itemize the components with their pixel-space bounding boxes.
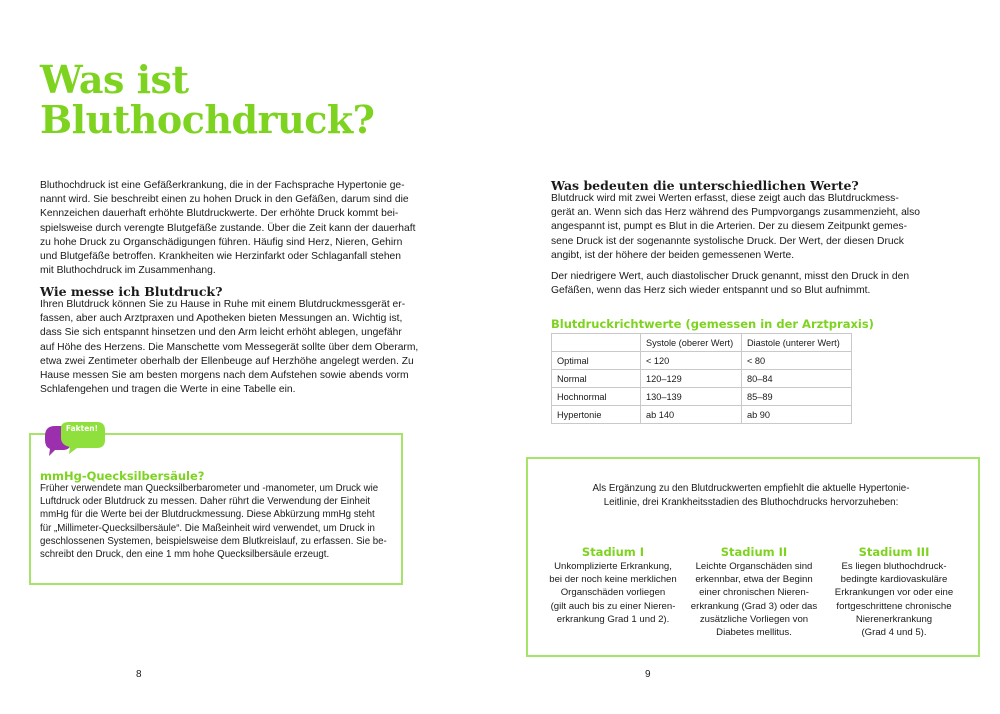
table-cell: 120–129 [641,370,742,388]
text-line: angibt, ist der höhere der beiden gemessenen Werte. [551,249,795,261]
text-line: Gefäßen, wenn das Herz sich wieder entspannt und so Blut aufnimmt. [551,285,871,297]
table-header-row [552,334,852,352]
text-line: Kennzeichen dauerhaft erhöhte Blutdruckwerte. Der erhöhte Druck kommt bei- [40,208,399,220]
stage-2 [679,545,829,639]
text-line: für „Millimeter-Quecksilbersäule“. Die Maßeinheit wird verwendet, um Druck in [40,522,375,534]
stage-title: Stadium III [858,545,930,559]
text-line: schreibt den Druck, den eine 1 mm hohe Quecksilbersäule erzeugt. [40,549,330,561]
text-line: etwa zwei Zentimeter oberhalb der Ellenbeuge auf Herzhöhe angelegt werden. Zu [40,355,414,367]
stage-title: Stadium I [581,545,645,559]
table-cell: Optimal [552,352,641,370]
text-line: Schlafengehen und tragen die Werte in eine Tabelle ein. [40,384,296,396]
table-cell: ab 140 [641,406,742,424]
stage-3 [819,545,969,639]
facts-paragraph [40,482,390,561]
intro-paragraph [40,179,440,278]
page-title-line-1: Was ist [40,57,189,102]
stage-line: einer chronischen Nieren- [699,587,809,599]
text-line: sene Druck ist der sogenannte systolische Druck. Der Wert, der diesen Druck [551,235,904,247]
table-header-cell: Diastole (unterer Wert) [742,334,852,352]
table-cell: 85–89 [742,388,852,406]
text-line: Leitlinie, drei Krankheitsstadien des Bluthochdrucks hervorzuheben: [603,496,899,508]
text-line: gerät an. Wenn sich das Herz während des Pumpvorgangs zusammenzieht, also [551,207,920,219]
text-line: spielsweise durch verengte Blutgefäße zustande. Über die Zeit kann der dauerhaft [40,222,416,234]
table-cell: ab 90 [742,406,852,424]
stage-line: zusätzliche Vorliegen von [699,613,809,625]
diastolic-paragraph [551,270,951,298]
facts-badge: Fakten! [65,424,99,433]
table-row [552,370,852,388]
page-number-left: 8 [136,669,142,680]
values-heading: Was bedeuten die unterschiedlichen Werte? [551,178,859,193]
table-header-cell [552,334,641,352]
table-cell: < 80 [742,352,852,370]
stage-line: bedingte kardiovaskuläre [840,574,948,586]
measure-heading: Wie messe ich Blutdruck? [40,284,223,299]
text-line: Luftdruck oder Blutdruck zu messen. Daher rührt die Verwendung der Einheit [40,496,371,508]
stage-line: Leichte Organschäden sind [695,561,813,572]
page-title [40,57,440,142]
stage-title: Stadium II [720,545,788,559]
table-cell: Hypertonie [552,406,641,424]
table-title: Blutdruckrichtwerte (gemessen in der Arztpraxis) [551,317,874,331]
stage-line: (Grad 4 und 5). [861,627,927,639]
text-line: Blutdruck wird mit zwei Werten erfasst, diese zeigt auch das Blutdruckmess- [551,193,899,204]
text-line: nannt wird. Sie beschreibt einen zu hohen Druck in den Gefäßen, darum sind die [40,194,409,206]
stages-intro [551,482,951,509]
table-cell: Normal [552,370,641,388]
text-line: geschlossenen Systemen, beispielsweise dem Blutkreislauf, zu erfassen. Sie be- [40,535,387,547]
table-cell: < 120 [641,352,742,370]
text-line: angespannt ist, pumpt es Blut in die Arterien. Der zu diesem Zeitpunkt gemes- [551,221,907,233]
values-paragraph [551,192,951,263]
text-line: mit Bluthochdruck im Zusammenhang. [40,265,216,277]
stage-1 [538,545,688,626]
page-title-line-2: Bluthochdruck? [40,97,375,142]
stage-line: Unkomplizierte Erkrankung, [554,561,672,572]
text-line: Bluthochdruck ist eine Gefäßerkrankung, die in der Fachsprache Hypertonie ge- [40,180,405,191]
stage-line: Organschäden vorliegen [560,587,666,599]
stage-line: Diabetes mellitus. [716,627,792,639]
text-line: dass Sie sich entspannt hinsetzen und den Arm leicht erhöht ablegen, ungefähr [40,327,402,339]
measure-paragraph [40,298,440,397]
text-line: Der niedrigere Wert, auch diastolischer Druck genannt, misst den Druck in den [551,271,910,282]
table-row [552,352,852,370]
page-number-right: 9 [645,669,651,680]
stage-line: Erkrankungen vor oder eine [834,587,954,599]
table-row [552,388,852,406]
table-cell: Hochnormal [552,388,641,406]
text-line: mmHg für die Werte bei der Blutdruckmessung. Diese Abkürzung mmHg steht [40,509,375,521]
text-line: Als Ergänzung zu den Blutdruckwerten empfiehlt die aktuelle Hypertonie- [592,483,910,494]
text-line: und Blutgefäße betroffen. Krankheiten wie Herzinfarkt oder Schlaganfall stehen [40,251,401,263]
stage-line: (gilt auch bis zu einer Nieren- [550,600,676,612]
stage-line: erkrankung (Grad 3) oder das [690,600,818,612]
text-line: Hause messen Sie am besten morgens nach dem Aufstehen sowie abends vorm [40,370,409,382]
stage-line: fortgeschrittene chronische [836,600,952,612]
bp-table [551,333,852,424]
text-line: zu hohe Druck zu Organschädigungen führen. Häufig sind Herz, Nieren, Gehirn [40,236,403,248]
stage-line: bei der noch keine merklichen [549,574,677,586]
text-line: fassen, aber auch Arztpraxen und Apotheken bieten Messungen an. Wichtig ist, [40,313,403,325]
facts-heading: mmHg-Quecksilbersäule? [40,469,205,483]
stage-line: erkrankung Grad 1 und 2). [556,613,670,625]
stage-line: Es liegen bluthochdruck- [841,561,947,572]
text-line: auf Höhe des Herzens. Die Manschette vom Messegerät sollte über dem Oberarm, [40,341,419,353]
table-header-cell: Systole (oberer Wert) [641,334,742,352]
text-line: Ihren Blutdruck können Sie zu Hause in Ruhe mit einem Blutdruckmessgerät er- [40,299,406,310]
table-row [552,406,852,424]
stage-line: Nierenerkrankung [855,613,933,625]
table-cell: 130–139 [641,388,742,406]
table-cell: 80–84 [742,370,852,388]
text-line: Früher verwendete man Quecksilberbarometer und -manometer, um Druck wie [40,483,379,494]
stage-line: erkennbar, etwa der Beginn [695,574,813,586]
